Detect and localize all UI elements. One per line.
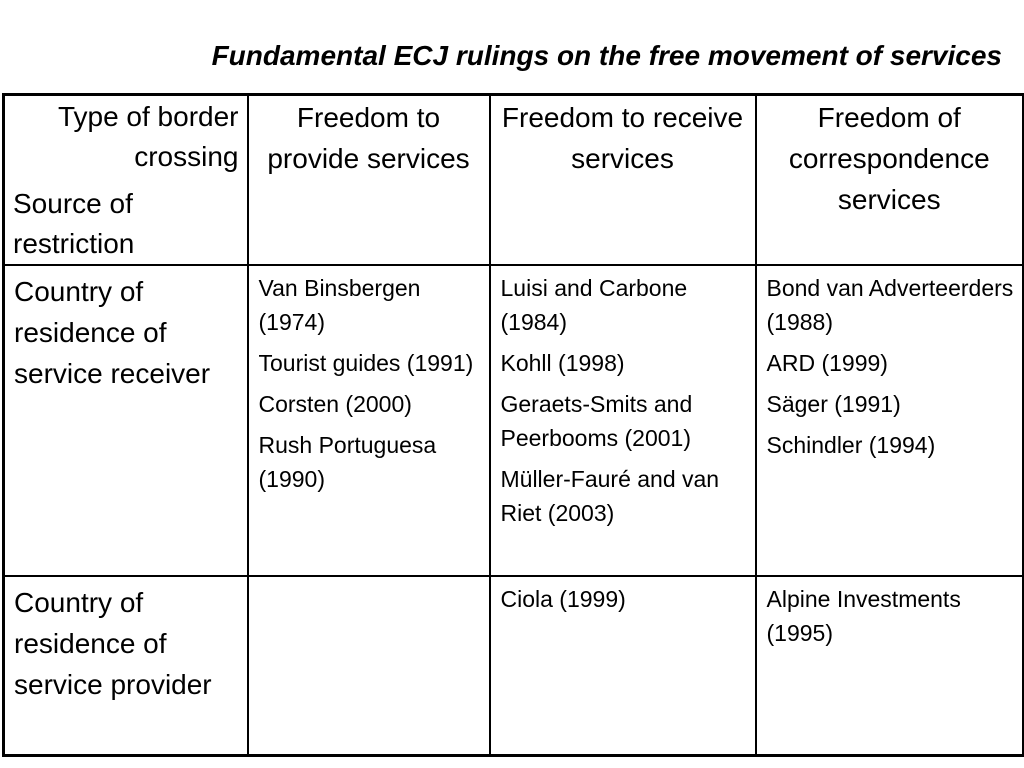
case-item: Ciola (1999) — [500, 586, 626, 612]
case-item: Rush Portuguesa (1990) — [258, 432, 437, 492]
case-item: Müller-Fauré and van Riet (2003) — [500, 466, 720, 526]
case-item: Geraets-Smits and Peerbooms (2001) — [500, 391, 693, 451]
restriction-source-label: Source of restriction — [13, 188, 135, 259]
column-header-provide: Freedom to provide services — [248, 95, 490, 266]
row-label-service-receiver: Country of residence of service receiver — [4, 265, 248, 576]
case-item: Bond van Adverteerders (1988) — [766, 275, 1014, 335]
column-header-receive: Freedom to receive services — [490, 95, 756, 266]
table-row-service-provider — [4, 576, 1024, 755]
cases-cell — [490, 576, 756, 755]
case-item: Kohll (1998) — [500, 350, 625, 376]
case-item: Säger (1991) — [766, 391, 901, 417]
cases-cell — [248, 265, 490, 576]
row-label-service-provider: Country of residence of service provider — [4, 576, 248, 755]
case-item: Luisi and Carbone (1984) — [500, 275, 688, 335]
table-row-service-receiver — [4, 265, 1024, 576]
empty-cell — [248, 576, 490, 755]
header-row — [4, 95, 1024, 266]
case-item: Alpine Investments (1995) — [766, 586, 961, 646]
cases-cell — [756, 265, 1024, 576]
slide-title: Fundamental ECJ rulings on the free movement of services — [211, 40, 1002, 71]
case-item: Schindler (1994) — [766, 432, 936, 458]
cases-cell — [756, 576, 1024, 755]
corner-header-cell — [4, 95, 248, 266]
case-item: Corsten (2000) — [258, 391, 412, 417]
border-crossing-label: Type of border crossing — [57, 101, 239, 172]
case-item: Van Binsbergen (1974) — [258, 275, 421, 335]
cases-cell — [490, 265, 756, 576]
case-item: Tourist guides (1991) — [258, 350, 474, 376]
rulings-table — [2, 93, 1024, 757]
case-item: ARD (1999) — [766, 350, 888, 376]
column-header-correspondence: Freedom of correspondence services — [756, 95, 1024, 266]
